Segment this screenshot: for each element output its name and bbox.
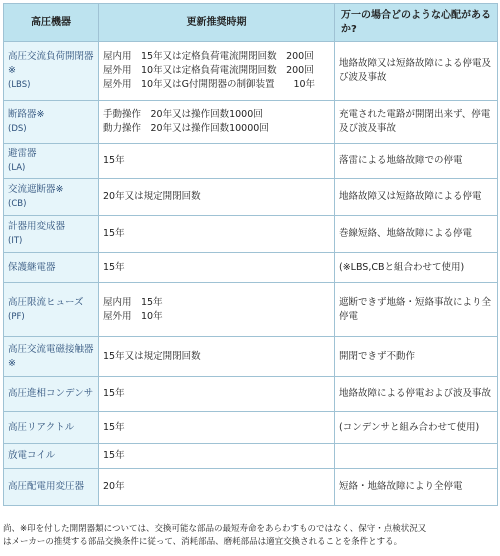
- concern-text: 遮断できず地絡・短絡事故により全停電: [339, 296, 492, 322]
- period-line: 15年: [103, 421, 125, 433]
- equipment-abbr: (PF): [8, 311, 25, 322]
- table-row: [4, 144, 498, 179]
- period-line: 15年: [103, 155, 125, 166]
- period-line: 屋外用 10年又は定格負荷電流開閉回数 200回: [103, 65, 314, 76]
- period-cell: [99, 216, 335, 253]
- period-cell: [99, 179, 335, 216]
- concern-cell: [335, 42, 498, 101]
- concern-cell: [335, 337, 498, 377]
- equipment-abbr: (LBS): [8, 80, 31, 90]
- equipment-name: 高圧進相コンデンサ: [8, 388, 94, 399]
- equipment-name: 交流遮断器※: [8, 184, 64, 195]
- period-line: 20年又は規定開閉回数: [103, 191, 201, 202]
- table-row: [4, 444, 498, 469]
- concern-cell: [335, 216, 498, 253]
- equipment-cell: [4, 377, 99, 412]
- table-row: [4, 101, 498, 144]
- equipment-name: 高圧限流ヒューズ: [8, 296, 84, 308]
- period-line: 20年: [103, 481, 125, 492]
- header-period: 更新推奨時期: [99, 4, 335, 42]
- period-line: 15年: [103, 450, 125, 461]
- period-line: 15年: [103, 261, 125, 273]
- table-row: [4, 42, 498, 101]
- period-line: 15年: [103, 388, 125, 399]
- period-line: 15年: [103, 228, 125, 239]
- equipment-cell: [4, 216, 99, 253]
- concern-text: 地絡故障による停電および波及事故: [339, 388, 492, 399]
- footnote-line: 尚、※印を付した開閉器類については、交換可能な部品の最短寿命をあらわすものではなく、保守・点検状況又: [3, 524, 427, 534]
- equipment-name: 保護継電器: [8, 261, 56, 273]
- equipment-cell: [4, 469, 99, 506]
- concern-text: (※LBS,CBと組合わせて使用): [339, 261, 465, 273]
- period-cell: [99, 42, 335, 101]
- equipment-name: 避雷器: [8, 148, 37, 159]
- period-cell: [99, 283, 335, 337]
- period-cell: [99, 101, 335, 144]
- period-cell: [99, 469, 335, 506]
- period-line: 屋内用 15年又は定格負荷電流開閉回数 200回: [103, 51, 314, 62]
- period-line: 屋外用 10年又はG付開閉器の制御装置 10年: [103, 79, 316, 90]
- concern-cell: [335, 283, 498, 337]
- equipment-cell: [4, 253, 99, 283]
- concern-cell: [335, 469, 498, 506]
- equipment-cell: [4, 283, 99, 337]
- equipment-abbr: (CB): [8, 199, 27, 209]
- equipment-cell: [4, 444, 99, 469]
- equipment-name: 高圧リアクトル: [8, 421, 75, 433]
- table-row: [4, 179, 498, 216]
- equipment-cell: [4, 337, 99, 377]
- equipment-abbr: (IT): [8, 236, 23, 246]
- concern-cell: [335, 253, 498, 283]
- concern-cell: [335, 444, 498, 469]
- period-cell: [99, 144, 335, 179]
- table-row: [4, 216, 498, 253]
- footnote-line: はメーカーの推奨する部品交換条件に従って、消耗部品、磨耗部品は適宜交換されることを条件とする。: [3, 537, 403, 547]
- period-line: 屋外用 10年: [103, 310, 163, 322]
- concern-text: 落雷による地絡故障での停電: [339, 155, 463, 166]
- concern-text: (コンデンサと組み合わせて使用): [339, 421, 480, 433]
- footnote: [3, 523, 497, 549]
- table-row: [4, 377, 498, 412]
- period-cell: [99, 412, 335, 444]
- equipment-cell: [4, 179, 99, 216]
- header-equipment: 高圧機器: [4, 4, 99, 42]
- concern-cell: [335, 144, 498, 179]
- concern-text: 地絡故障又は短絡故障による停電: [339, 191, 482, 202]
- period-line: 手動操作 20年又は操作回数1000回: [103, 109, 263, 120]
- equipment-cell: [4, 412, 99, 444]
- table-row: [4, 283, 498, 337]
- period-line: 屋内用 15年: [103, 296, 163, 308]
- table-row: [4, 412, 498, 444]
- concern-cell: [335, 179, 498, 216]
- concern-cell: [335, 101, 498, 144]
- equipment-name: 計器用変成器: [8, 221, 66, 232]
- table-row: [4, 337, 498, 377]
- equipment-cell: [4, 144, 99, 179]
- period-cell: [99, 377, 335, 412]
- table-header-row: [4, 4, 498, 42]
- equipment-renewal-table: [3, 3, 498, 506]
- equipment-cell: [4, 42, 99, 101]
- equipment-abbr: (DS): [8, 124, 27, 134]
- concern-text: 充電された電路が開閉出来ず、停電及び波及事故: [339, 109, 491, 134]
- concern-text: 地絡故障又は短絡故障による停電及び波及事故: [339, 58, 492, 83]
- header-concern: 万一の場合どのような心配があるか?: [335, 4, 498, 42]
- table-row: [4, 253, 498, 283]
- period-line: 15年又は規定開閉回数: [103, 350, 201, 362]
- period-line: 動力操作 20年又は操作回数10000回: [103, 123, 269, 134]
- equipment-name: 放電コイル: [8, 450, 56, 461]
- concern-cell: [335, 377, 498, 412]
- concern-text: 開閉できず不動作: [339, 350, 416, 362]
- table-row: [4, 469, 498, 506]
- period-cell: [99, 253, 335, 283]
- concern-text: 短絡・地絡故障により全停電: [339, 481, 463, 492]
- equipment-abbr: (LA): [8, 163, 26, 173]
- equipment-name: 高圧配電用変圧器: [8, 481, 85, 492]
- concern-text: 巻線短絡、地絡故障による停電: [339, 228, 473, 239]
- equipment-name: 高圧交流電磁接触器※: [8, 343, 94, 369]
- period-cell: [99, 337, 335, 377]
- concern-cell: [335, 412, 498, 444]
- equipment-name: 断路器※: [8, 109, 45, 120]
- equipment-name: 高圧交流負荷開閉器※: [8, 51, 94, 76]
- period-cell: [99, 444, 335, 469]
- equipment-cell: [4, 101, 99, 144]
